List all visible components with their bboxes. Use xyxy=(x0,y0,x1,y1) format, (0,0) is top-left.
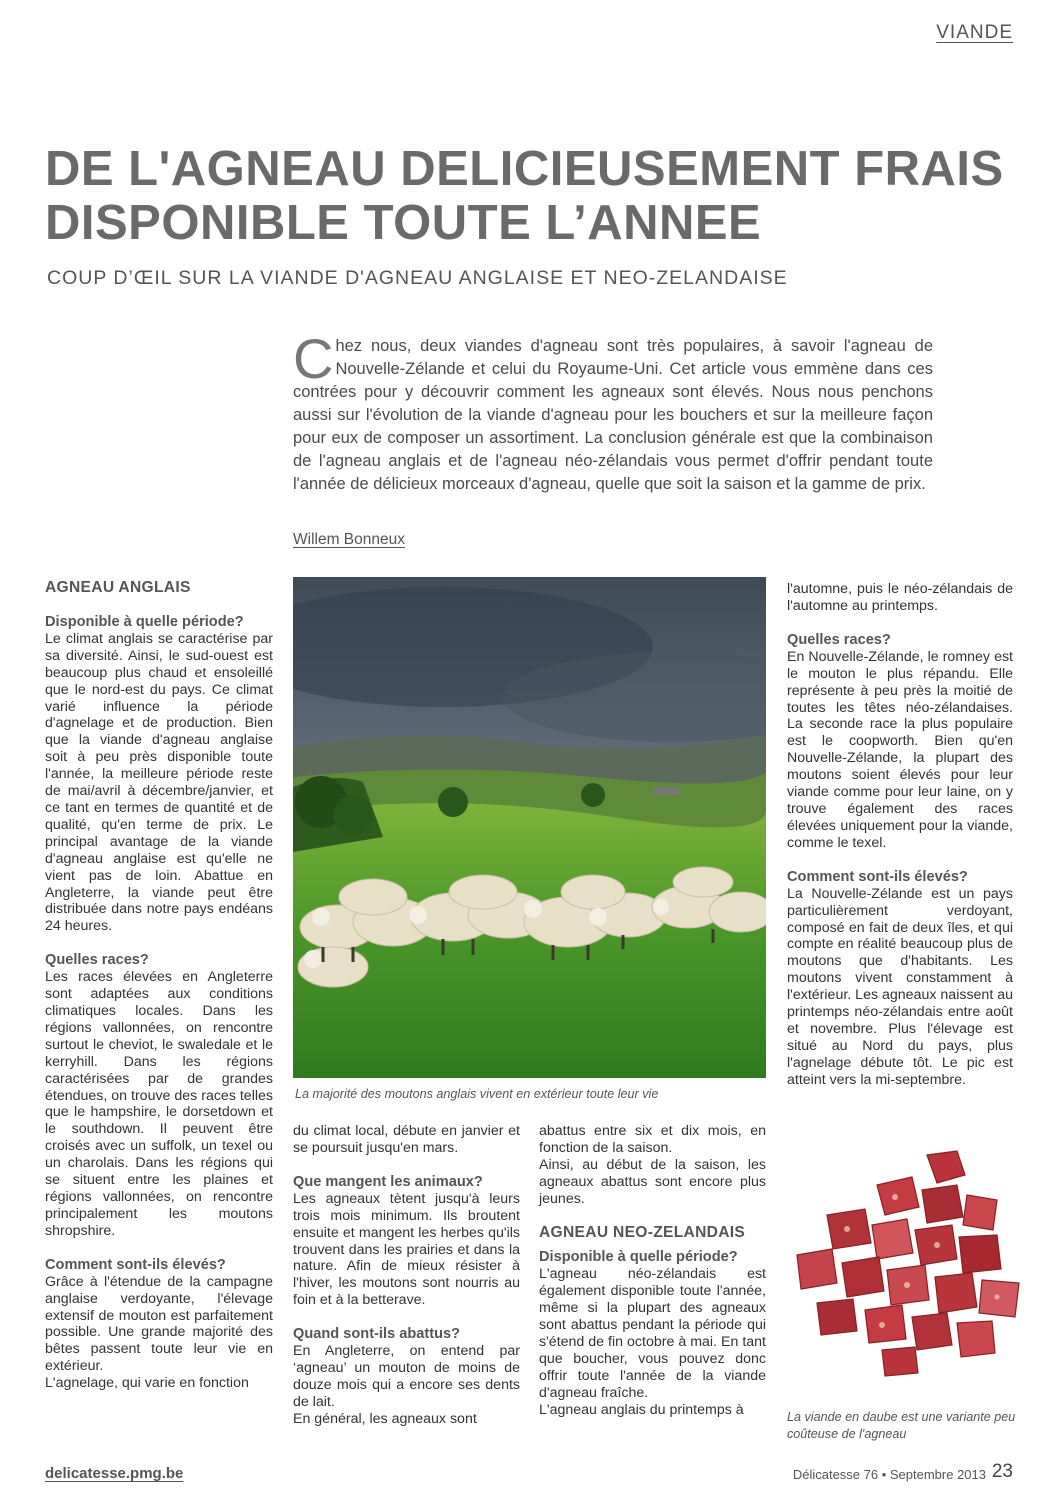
heading-slaughter: Quand sont-ils abattus? xyxy=(293,1326,461,1343)
paragraph-slaughter-cont-2: Ainsi, au début de la saison, les agneaux abattus sont encore plus jeunes. xyxy=(539,1156,766,1207)
heading-races: Quelles races? xyxy=(45,952,149,969)
paragraph-raised: Grâce à l'étendue de la campagne anglaise verdoyante, l'élevage extensif de mouton est parfaitement possible. Une grande majorité des bêtes passent toute leur vie en extérieur. xyxy=(45,1273,273,1375)
page-number: 23 xyxy=(991,1461,1013,1482)
heading-nz-raised: Comment sont-ils élevés? xyxy=(787,868,968,885)
heading-nz-races: Quelles races? xyxy=(787,631,891,648)
intro-dropcap: C xyxy=(293,327,334,390)
paragraph-feeding: Les agneaux tètent jusqu'à leurs trois mois minimum. Ils broutent ensuite et mangent les herbes qu'ils trouvent dans les prairies et dans la nature. Afin de mieux résister à l'hiver, les moutons sont nourris au foin et à la betterave. xyxy=(293,1190,520,1309)
author-link[interactable]: Willem Bonneux xyxy=(293,531,405,548)
paragraph-lambing-cont: du climat local, débute en janvier et se poursuit jusqu'en mars. xyxy=(293,1123,520,1156)
paragraph-period: Le climat anglais se caractérise par sa diversité. Ainsi, le sud-ouest est beaucoup plus chaud et ensoleillé que le nord-est du pays. Ce climat varié influence la période d'agnelage et de production. Bien que la viande d'agneau anglaise soit à peu près disponible toute l'année, la meilleure période reste de mai/avril à décembre/janvier, et ce tant en termes de quantité et de qualité, qu'en terme de prix. Le principal avantage de la viande d'agneau anglaise est qu'elle ne vient pas de loin. Abattue en Angleterre, la viande peut être distribuée dans notre pays endéans 24 heures. xyxy=(45,630,273,935)
paragraph-raised-2: L'agnelage, qui varie en fonction xyxy=(45,1375,249,1392)
paragraph-slaughter-2: En général, les agneaux sont xyxy=(293,1410,477,1427)
paragraph-slaughter: En Angleterre, on entend par ‘agneau’ un mouton de moins de douze mois qui a encore ses dents de lait. xyxy=(293,1343,520,1410)
paragraph-nz-raised: La Nouvelle-Zélande est un pays particulièrement verdoyant, composé en fait de deux îles, et qui compte en réalité beaucoup plus de moutons que d'habitants. Les moutons vivent constamment à l'extérieur. Les agneaux naissent au printemps néo-zélandais entre août et novembre. Plus l'élevage est situé au Nord du pays, plus l'agnelage débute tôt. Le pic est atteint vers la mi-septembre. xyxy=(787,885,1013,1088)
section-title-english-lamb: AGNEAU ANGLAIS xyxy=(45,579,191,596)
meat-caption: La viande en daube est une variante peu coûteuse de l'agneau xyxy=(787,1410,1016,1441)
headline xyxy=(45,142,1005,250)
sheep-photo xyxy=(293,577,766,1078)
column-2 xyxy=(293,1123,520,1428)
heading-period: Disponible à quelle période? xyxy=(45,613,244,630)
paragraph-nz-period: L'agneau néo-zélandais est également disponible toute l'année, même si la plupart des agneaux sont abattus pendant la période qui s'étend de fin octobre à mai. En tant que boucher, vous pouvez donc offrir toute l'année de la viande d'agneau fraîche. xyxy=(539,1266,766,1401)
photo-caption: La majorité des moutons anglais vivent en extérieur toute leur vie xyxy=(295,1087,659,1101)
column-3 xyxy=(539,1123,766,1419)
column-4 xyxy=(787,581,1013,1089)
footer-issue-info: Délicatesse 76 • Septembre 2013 xyxy=(792,1467,986,1482)
paragraph-nz-period-cont: l'automne, puis le néo-zélandais de l'automne au printemps. xyxy=(787,581,1013,614)
headline-line-2: DISPONIBLE TOUTE L’ANNEE xyxy=(45,196,762,250)
headline-line-1: DE L'AGNEAU DELICIEUSEMENT FRAIS xyxy=(45,142,1004,196)
paragraph-nz-period-2: L'agneau anglais du printemps à xyxy=(539,1401,744,1418)
heading-nz-period: Disponible à quelle période? xyxy=(539,1249,738,1266)
intro-text: hez nous, deux viandes d'agneau sont très populaires, à savoir l'agneau de Nouvelle-Zélande et celui du Royaume-Uni. Cet article vous emmène dans ces contrées pour y découvrir comment les agneaux sont élevés. Nous nous penchons aussi sur l'évolution de la viande d'agneau pour les bouchers et sur la meilleure façon pour eux de composer un assortiment. La conclusion générale est que la combinaison de l'agneau anglais et de l'agneau néo-zélandais vous permet d'offrir pendant toute l'année de délicieux morceaux d'agneau, quelle que soit la saison et la gamme de prix. xyxy=(293,337,933,493)
paragraph-races: Les races élevées en Angleterre sont adaptées aux conditions climatiques locales. Dans les régions vallonnées, on rencontre surtout le cheviot, le swaledale et le kerryhill. Dans les régions caractérisées par de grandes étendues, on trouve des races telles que le hampshire, le dorsetdown et le southdown. Il peuvent être croisés avec un suffolk, un texel ou un charolais. Dans les régions qui se situent entre les plaines et régions vallonnées, on rencontre principalement les moutons shropshire. xyxy=(45,969,273,1239)
heading-feeding: Que mangent les animaux? xyxy=(293,1173,483,1190)
section-title-nz-lamb: AGNEAU NEO-ZELANDAIS xyxy=(539,1223,746,1241)
column-1 xyxy=(45,580,273,1392)
diced-lamb-photo xyxy=(787,1145,1027,1380)
heading-raised: Comment sont-ils élevés? xyxy=(45,1256,226,1273)
sheep-field-illustration xyxy=(293,577,766,1078)
diced-meat-illustration xyxy=(787,1145,1027,1380)
paragraph-slaughter-cont: abattus entre six et dix mois, en fonction de la saison. xyxy=(539,1123,766,1156)
section-tag: VIANDE xyxy=(936,22,1013,43)
footer-website-link[interactable]: delicatesse.pmg.be xyxy=(45,1465,184,1482)
subheadline: COUP D’ŒIL SUR LA VIANDE D'AGNEAU ANGLAISE ET NEO-ZELANDAISE xyxy=(47,267,788,289)
intro-paragraph xyxy=(293,327,933,496)
paragraph-nz-races: En Nouvelle-Zélande, le romney est le mouton le plus répandu. Elle représente à peu près la moitié de toutes les têtes néo-zélandaises. La seconde race la plus populaire est le coopworth. Bien qu'en Nouvelle-Zélande, la plupart des moutons soient élevés pour leur viande comme pour leur laine, on y trouve également des races élevées uniquement pour la viande, comme le texel. xyxy=(787,648,1013,851)
